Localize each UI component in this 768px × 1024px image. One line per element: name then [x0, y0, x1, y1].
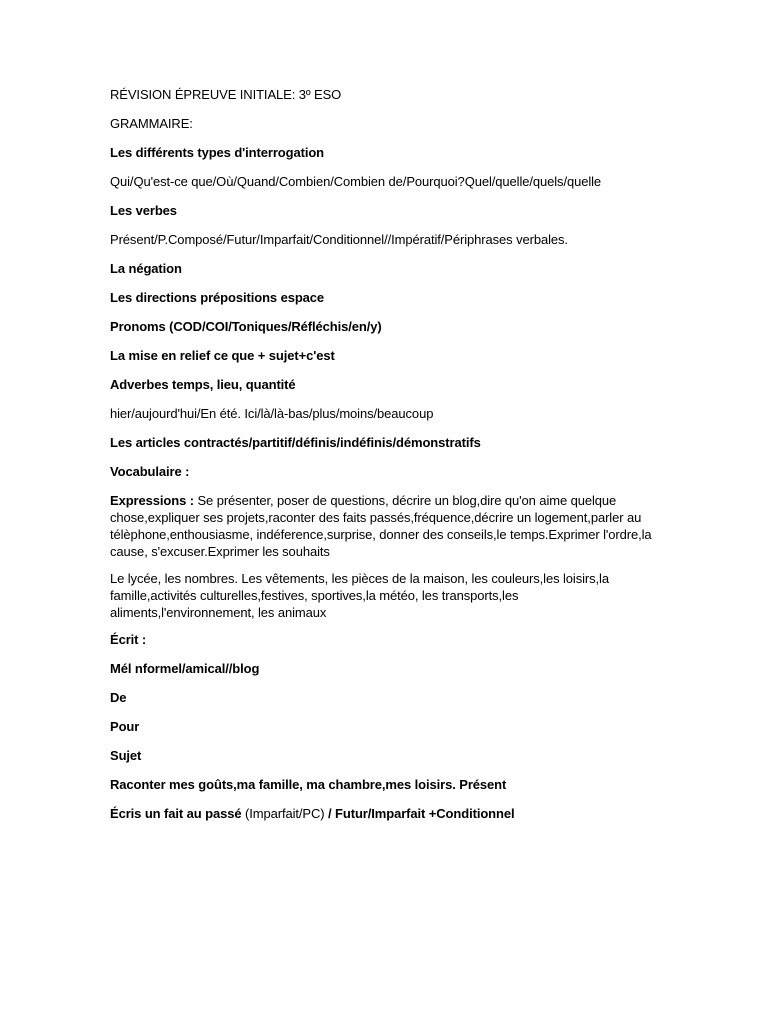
writing-topic-2-start: Écris un fait au passé	[110, 806, 245, 821]
grammar-heading: GRAMMAIRE:	[110, 116, 193, 131]
writing-pour: Pour	[110, 719, 140, 734]
writing-mail-type: Mél nformel/amical//blog	[110, 661, 260, 676]
interrogation-words: Qui/Qu'est-ce que/Où/Quand/Combien/Combien de/Pourquoi?Quel/quelle/quels/quelle	[110, 174, 602, 189]
topics-paragraph: Le lycée, les nombres. Les vêtements, les pièces de la maison, les couleurs,les loisirs,la famille,activités culturelles,festives, sportives,la météo, les transports,les aliments,l'environnement, les animaux	[110, 571, 609, 620]
writing-sujet: Sujet	[110, 748, 142, 763]
expressions-label: Expressions :	[110, 493, 194, 508]
expressions-paragraph	[110, 492, 658, 560]
negation-heading: La négation	[110, 261, 182, 276]
verbs-heading: Les verbes	[110, 203, 177, 218]
document-body	[110, 86, 658, 834]
document-title: RÉVISION ÉPREUVE INITIALE: 3º ESO	[110, 87, 342, 102]
writing-de: De	[110, 690, 127, 705]
writing-topic-2-tenses: (Imparfait/PC)	[244, 806, 325, 821]
expressions-text: Se présenter, poser de questions, décrire un blog,dire qu'on aime quelque chose,expliquer ses projets,raconter des faits passés,fréquence,décrire un logement,parler au télèphone,enthousiasme, indéference,surprise, donner des conseils,le temps.Exprimer l'ordre,la cause, s'excuser.Exprimer les souhaits	[110, 493, 652, 559]
emphasis-heading: La mise en relief ce que + sujet+c'est	[110, 348, 335, 363]
writing-topic-2	[110, 805, 658, 823]
writing-topic-2-end: / Futur/Imparfait +Conditionnel	[324, 806, 515, 821]
articles-heading: Les articles contractés/partitif/définis/indéfinis/démonstratifs	[110, 435, 481, 450]
adverbs-heading: Adverbes temps, lieu, quantité	[110, 377, 296, 392]
verbs-tenses: Présent/P.Composé/Futur/Imparfait/Conditionnel//Impératif/Périphrases verbales.	[110, 232, 568, 247]
writing-heading: Écrit :	[110, 632, 147, 647]
directions-heading: Les directions prépositions espace	[110, 290, 325, 305]
writing-topic-1: Raconter mes goûts,ma famille, ma chambre,mes loisirs. Présent	[110, 777, 507, 792]
interrogation-heading: Les différents types d'interrogation	[110, 145, 325, 160]
vocabulary-heading: Vocabulaire :	[110, 464, 190, 479]
pronouns-heading: Pronoms (COD/COI/Toniques/Réfléchis/en/y)	[110, 319, 382, 334]
adverbs-list: hier/aujourd'hui/En été. Ici/là/là-bas/plus/moins/beaucoup	[110, 406, 434, 421]
